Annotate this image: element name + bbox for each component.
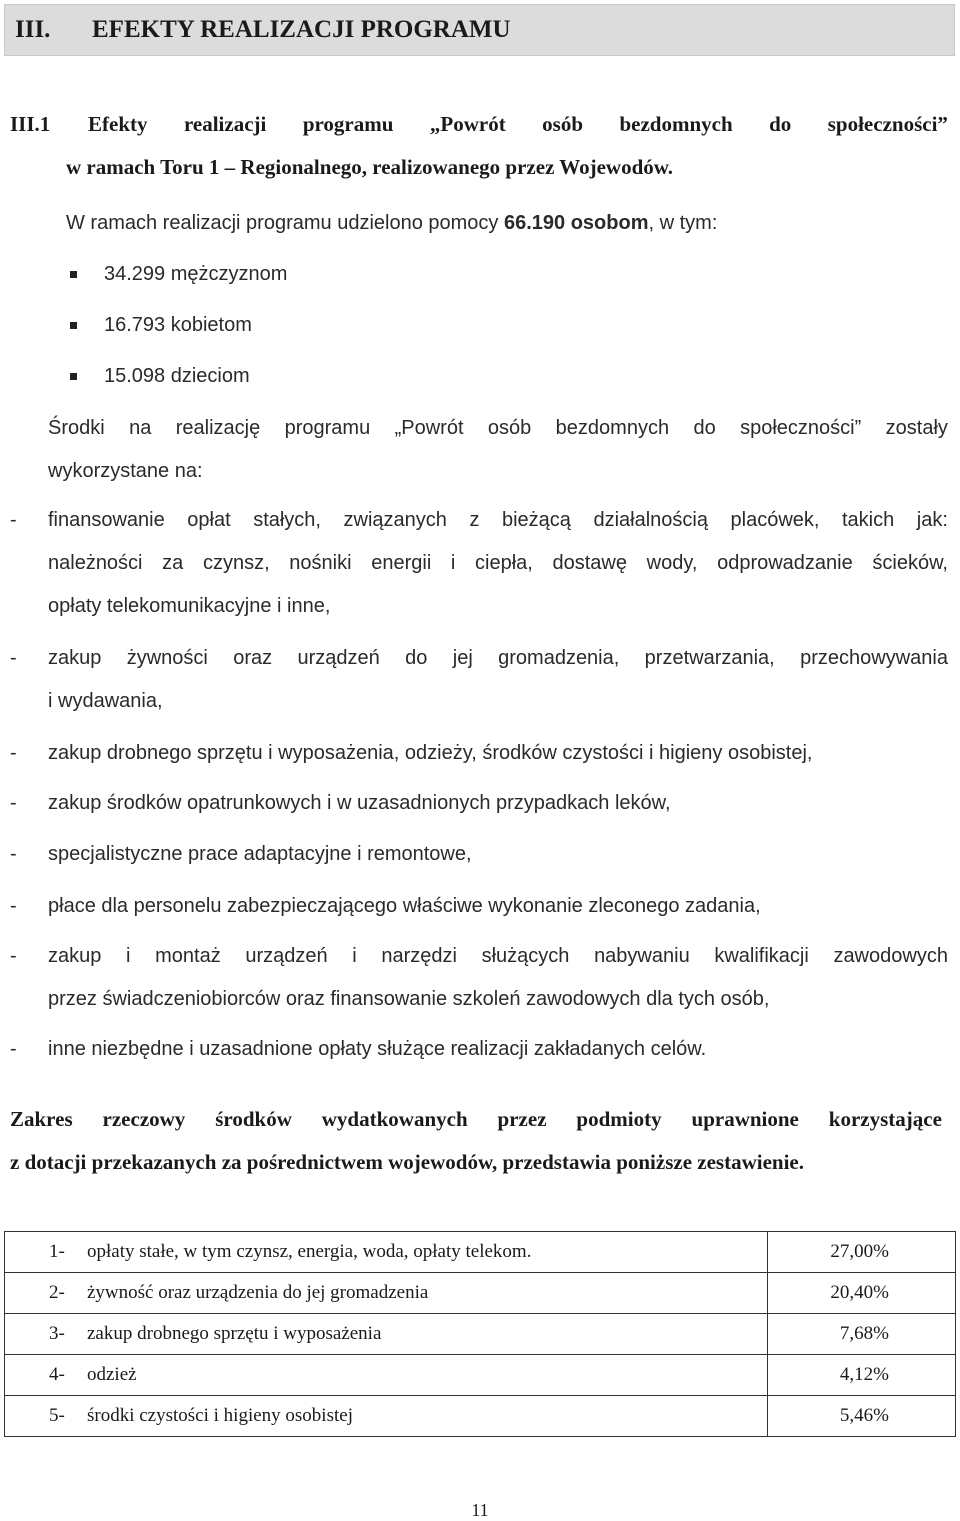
summary-word: rzeczowy [102,1107,186,1131]
expense-item-word: placówek, [730,509,820,531]
summary-word: wydatkowanych [321,1107,468,1131]
dash-bullet: - [10,895,17,917]
table-label-cell [5,1314,768,1355]
dash-bullet: - [10,509,17,531]
square-bullet-icon [70,322,77,329]
row-value: 4,12% [768,1355,956,1396]
summary-word: przez [497,1107,547,1131]
expense-item-line: zakup środków opatrunkowych i w uzasadnionych przypadkach leków, [48,792,671,814]
expense-item-word: jak: [916,509,948,531]
expense-item-word: urządzeń [297,647,380,669]
expense-item-word: stałych, [253,509,321,531]
row-number: 5- [49,1405,65,1426]
expense-item-line [48,552,948,575]
funds-word: realizację [175,417,261,439]
expense-item-word: energii [371,552,432,574]
expense-item-line: płace dla personelu zabezpieczającego właściwe wykonanie zleconego zadania, [48,895,761,917]
expense-item-line [48,647,948,670]
row-label: opłaty stałe, w tym czynsz, energia, woda, opłaty telekom. [87,1241,532,1262]
dash-bullet: - [10,1038,17,1060]
expense-item-word: urządzeń [245,945,328,967]
section-title-word: „Powrót [429,112,506,136]
funds-word: do [693,417,716,439]
funds-paragraph-line2: wykorzystane na: [48,460,203,482]
row-label: żywność oraz urządzenia do jej gromadzenia [87,1282,429,1303]
summary-word: Zakres [10,1107,73,1131]
table-label-cell [5,1355,768,1396]
expense-item-word: za [162,552,184,574]
expense-item-word: zawodowych [833,945,948,967]
funds-word: na [129,417,152,439]
summary-line1 [10,1107,942,1132]
row-value: 7,68% [768,1314,956,1355]
row-label: odzież [87,1364,137,1385]
bullet-item: 15.098 dzieciom [104,365,250,387]
summary-word: środków [215,1107,292,1131]
summary-word: korzystające [828,1107,942,1131]
expense-item-word: finansowanie [48,509,165,531]
expense-item-word: do [405,647,428,669]
intro-after: , w tym: [648,212,718,234]
row-value: 5,46% [768,1396,956,1437]
chapter-title: EFEKTY REALIZACJI PROGRAMU [92,16,511,43]
expense-item-line: zakup drobnego sprzętu i wyposażenia, odzieży, środków czystości i higieny osobistej, [48,742,813,764]
expense-item-word: kwalifikacji [714,945,809,967]
expense-item-word: związanych [343,509,447,531]
table-row [5,1314,956,1355]
row-value: 27,00% [768,1232,956,1273]
expense-item-word: żywności [126,647,208,669]
table-label-cell [5,1232,768,1273]
expense-item-word: jej [452,647,473,669]
expense-item-word: opłat [187,509,231,531]
square-bullet-icon [70,373,77,380]
dash-bullet: - [10,792,17,814]
expense-item-word: czynsz, [202,552,270,574]
expense-item-word: zakup [48,647,102,669]
expense-item-line: przez świadczeniobiorców oraz finansowanie szkoleń zawodowych dla tych osób, [48,988,770,1010]
funds-word: osób [487,417,532,439]
section-title-line2: w ramach Toru 1 – Regionalnego, realizowanego przez Wojewodów. [66,155,674,179]
expense-item-word: i [450,552,456,574]
expense-item-word: oraz [233,647,273,669]
chapter-heading [4,4,955,56]
expense-table [4,1231,956,1437]
expense-item-word: takich [841,509,895,531]
expense-item-word: działalnością [593,509,708,531]
intro-before: W ramach realizacji programu udzielono pomocy [66,212,504,234]
expense-item-word: przechowywania [800,647,948,669]
row-number: 2- [49,1282,65,1303]
expense-item-line: inne niezbędne i uzasadnione opłaty służące realizacji zakładanych celów. [48,1038,707,1060]
row-number: 4- [49,1364,65,1385]
bullet-item: 16.793 kobietom [104,314,252,336]
table-label-cell [5,1273,768,1314]
expense-item-word: wody, [646,552,698,574]
section-title-word: realizacji [183,112,267,136]
expense-item-word: i [352,945,357,967]
expense-item-line [48,945,948,968]
summary-word: podmioty [576,1107,662,1131]
row-label: środki czystości i higieny osobistej [87,1405,353,1426]
expense-item-word: zakup [48,945,102,967]
bullet-item: 34.299 mężczyznom [104,263,288,285]
expense-item-word: i [126,945,131,967]
expense-item-word: nośniki [289,552,352,574]
expense-item-word: ścieków, [872,552,948,574]
expense-item-word: montaż [155,945,221,967]
funds-word: „Powrót [394,417,464,439]
funds-word: społeczności” [740,417,862,439]
section-title-line1 [88,112,948,137]
table-row [5,1396,956,1437]
row-number: 1- [49,1241,65,1262]
expense-item-line: opłaty telekomunikacyjne i inne, [48,595,331,617]
summary-word: uprawnione [691,1107,799,1131]
dash-bullet: - [10,742,17,764]
expense-item-word: służących [481,945,570,967]
expense-item-line [48,509,948,532]
table-row [5,1232,956,1273]
expense-item-word: bieżącą [501,509,571,531]
funds-paragraph-line1 [48,417,948,440]
section-number: III.1 [10,112,51,136]
funds-word: Środki [48,417,105,439]
expense-item-word: gromadzenia, [498,647,620,669]
page-number: 11 [471,1500,489,1520]
summary-line2: z dotacji przekazanych za pośrednictwem wojewodów, przedstawia poniższe zestawienie. [10,1150,804,1174]
section-title-word: osób [542,112,584,136]
expense-item-word: nabywaniu [594,945,690,967]
section-title-word: programu [302,112,394,136]
dash-bullet: - [10,843,17,865]
dash-bullet: - [10,945,17,967]
expense-item-word: z [469,509,480,531]
section-title-word: społeczności” [827,112,948,136]
row-label: zakup drobnego sprzętu i wyposażenia [87,1323,382,1344]
square-bullet-icon [70,271,77,278]
expense-item-word: należności [48,552,143,574]
table-row [5,1273,956,1314]
expense-item-word: narzędzi [381,945,457,967]
expense-item-line: i wydawania, [48,690,163,712]
section-title-word: Efekty [88,112,148,136]
funds-word: zostały [885,417,948,439]
expense-item-line: specjalistyczne prace adaptacyjne i remontowe, [48,843,472,865]
expense-item-word: odprowadzanie [717,552,853,574]
expense-item-word: ciepła, [475,552,533,574]
section-title-word: bezdomnych [619,112,733,136]
funds-word: programu [284,417,371,439]
section-title-word: do [769,112,792,136]
row-number: 3- [49,1323,65,1344]
row-value: 20,40% [768,1273,956,1314]
table-label-cell [5,1396,768,1437]
intro-bold: 66.190 osobom [503,212,649,234]
table-row [5,1355,956,1396]
intro-paragraph [66,212,717,235]
chapter-number: III. [15,16,51,43]
expense-item-word: dostawę [552,552,627,574]
funds-word: bezdomnych [555,417,670,439]
expense-item-word: przetwarzania, [644,647,775,669]
dash-bullet: - [10,647,17,669]
